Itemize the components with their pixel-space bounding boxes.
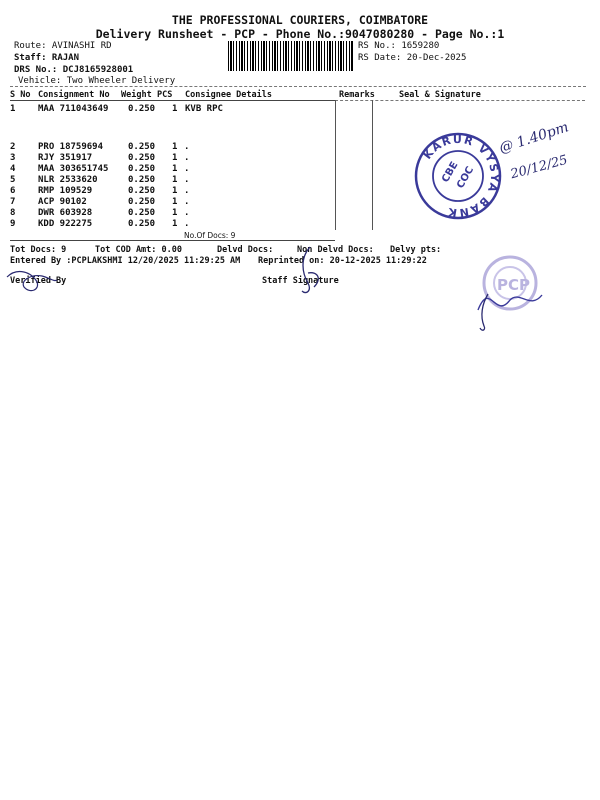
row-sno: 9 — [10, 219, 16, 229]
row-consignee: . — [184, 153, 190, 163]
row-weight: 0.250 — [128, 104, 156, 114]
verified-by-label: Verified By — [10, 276, 67, 286]
verifier-signature — [2, 262, 62, 297]
row-sno: 3 — [10, 153, 16, 163]
row-consignment: NLR 2533620 — [38, 175, 98, 185]
staff-signature-label: Staff Signature — [262, 276, 339, 286]
barcode-image — [228, 41, 354, 71]
header-weight: Weight — [121, 90, 152, 100]
delivery-points: Delvy pts: — [390, 245, 442, 255]
row-weight: 0.250 — [128, 164, 156, 174]
table-bottom-rule — [10, 240, 335, 241]
row-sno: 1 — [10, 104, 16, 114]
header-consignee: Consignee Details — [185, 90, 272, 100]
row-pcs: 1 — [172, 186, 178, 196]
company-title: THE PROFESSIONAL COURIERS, COIMBATORE — [171, 13, 429, 27]
table-row — [10, 175, 340, 186]
row-weight: 0.250 — [128, 208, 156, 218]
row-consignment: RJY 351917 — [38, 153, 93, 163]
row-consignee: . — [184, 186, 190, 196]
row-consignee: . — [184, 142, 190, 152]
delivered-docs: Delvd Docs: — [217, 245, 274, 255]
row-consignee: . — [184, 219, 190, 229]
table-row — [10, 164, 340, 175]
row-consignee: . — [184, 164, 190, 174]
table-row — [10, 153, 340, 164]
row-weight: 0.250 — [128, 219, 156, 229]
row-weight: 0.250 — [128, 142, 156, 152]
row-consignee: . — [184, 208, 190, 218]
handwritten-date: 20/12/25 — [509, 152, 570, 183]
handwritten-time: @ 1.40pm — [497, 119, 571, 157]
table-header-rule — [10, 100, 335, 101]
row-sno: 5 — [10, 175, 16, 185]
row-pcs: 1 — [172, 164, 178, 174]
row-pcs: 1 — [172, 208, 178, 218]
total-cod: Tot COD Amt: 0.00 — [95, 245, 182, 255]
row-consignee: . — [184, 197, 190, 207]
row-consignment: KDD 922275 — [38, 219, 93, 229]
row-weight: 0.250 — [128, 175, 156, 185]
entered-by: Entered By :PCPLAKSHMI 12/20/2025 11:29:25 AM — [10, 256, 241, 266]
row-consignment: MAA 711043649 — [38, 104, 109, 114]
row-pcs: 1 — [172, 219, 178, 229]
drs-text: DRS No.: DCJ8165928001 — [14, 65, 134, 75]
no-of-docs: No.Of Docs: 9 — [184, 231, 236, 240]
row-sno: 6 — [10, 186, 16, 196]
row-consignee: . — [184, 175, 190, 185]
row-pcs: 1 — [172, 104, 178, 114]
seal-column-divider — [372, 100, 373, 230]
row-consignment: MAA 303651745 — [38, 164, 109, 174]
pcp-signature-scribble — [474, 292, 504, 332]
total-docs: Tot Docs: 9 — [10, 245, 67, 255]
row-pcs: 1 — [172, 153, 178, 163]
svg-text:PCP: PCP — [497, 276, 530, 294]
row-pcs: 1 — [172, 197, 178, 207]
row-sno: 4 — [10, 164, 16, 174]
header-pcs: PCS — [157, 90, 173, 100]
row-consignment: DWR 603928 — [38, 208, 93, 218]
svg-text:KARUR VYSYA BANK: KARUR VYSYA BANK — [420, 132, 502, 220]
rs-number: RS No.: 1659280 — [358, 41, 440, 51]
row-consignment: PRO 18759694 — [38, 142, 104, 152]
row-consignment: RMP 109529 — [38, 186, 93, 196]
header-remarks: Remarks — [339, 90, 375, 100]
staff-signature — [290, 243, 330, 298]
row-sno: 8 — [10, 208, 16, 218]
header-sno: S No — [10, 90, 31, 100]
header-consignment: Consignment No — [38, 90, 110, 100]
reprinted-on: Reprinted on: 20-12-2025 11:29:22 — [258, 256, 427, 266]
table-row — [10, 186, 340, 197]
row-weight: 0.250 — [128, 186, 156, 196]
row-sno: 2 — [10, 142, 16, 152]
staff-text: Staff: RAJAN — [14, 53, 80, 63]
header-seal: Seal & Signature — [399, 90, 481, 100]
rs-date: RS Date: 20-Dec-2025 — [358, 53, 467, 63]
table-row — [10, 142, 340, 153]
svg-text:COC: COC — [455, 164, 477, 191]
table-row — [10, 219, 340, 230]
table-row — [10, 208, 340, 219]
route-text: Route: AVINASHI RD — [14, 41, 112, 51]
row-pcs: 1 — [172, 175, 178, 185]
bank-seal-stamp — [413, 131, 503, 221]
vehicle-text: Vehicle: Two Wheeler Delivery — [18, 76, 176, 86]
table-row — [10, 104, 340, 115]
row-consignee: KVB RPC — [185, 104, 223, 114]
row-consignment: ACP 90102 — [38, 197, 87, 207]
svg-text:CBE: CBE — [440, 160, 461, 185]
runsheet-subtitle: Delivery Runsheet - PCP - Phone No.:9047080280 - Page No.:1 — [95, 27, 505, 41]
non-delivered-docs: Non Delvd Docs: — [297, 245, 374, 255]
row-pcs: 1 — [172, 142, 178, 152]
table-row — [10, 197, 340, 208]
row-weight: 0.250 — [128, 153, 156, 163]
table-top-rule — [10, 86, 586, 87]
row-weight: 0.250 — [128, 197, 156, 207]
row-sno: 7 — [10, 197, 16, 207]
